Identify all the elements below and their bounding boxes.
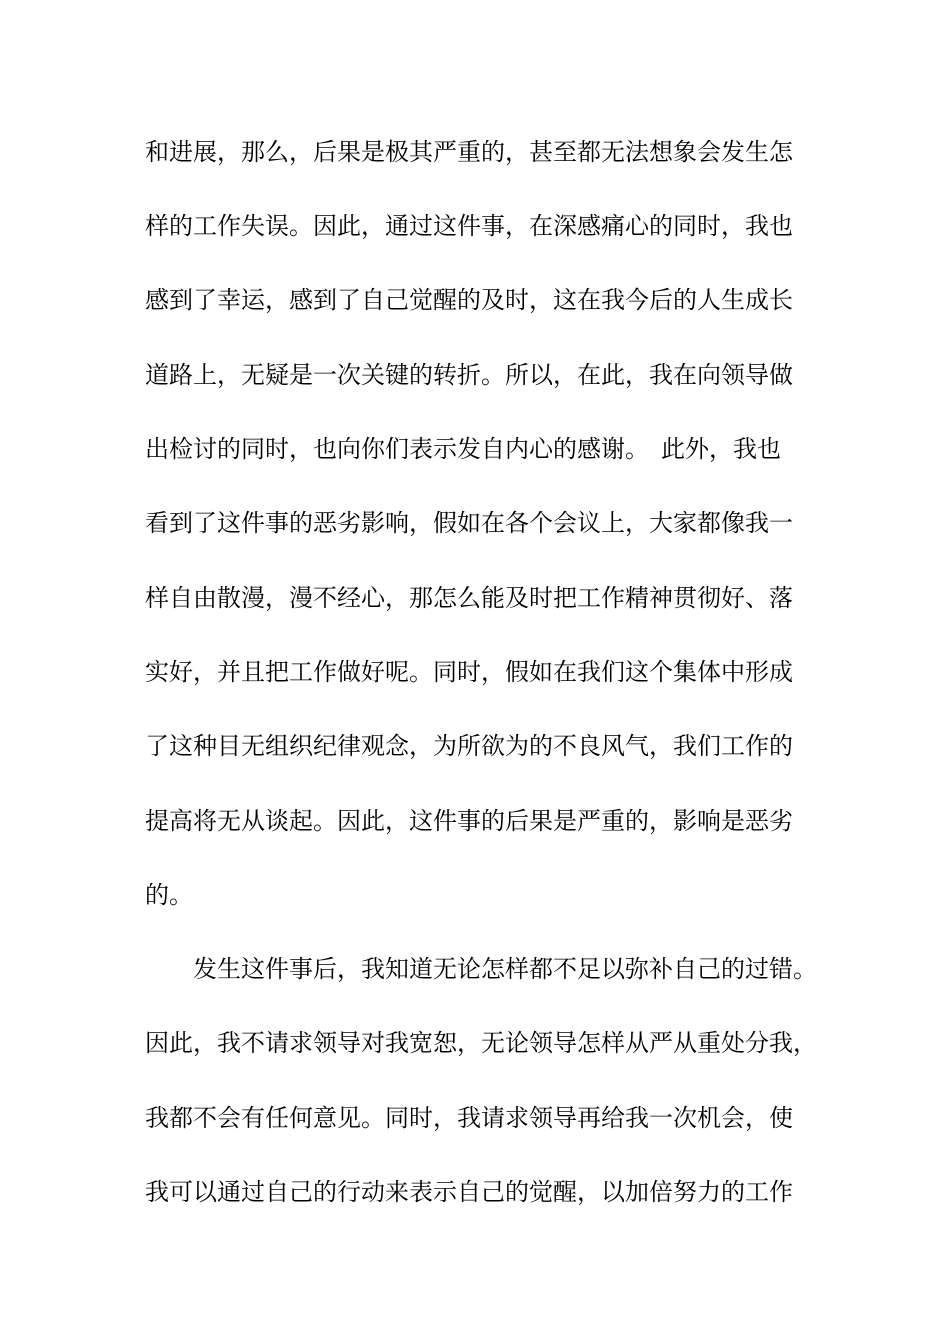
text-line-9: 了这种目无组织纪律观念，为所欲为的不良风气，我们工作的 xyxy=(145,732,793,760)
paragraph-start-line: 发生这件事后，我知道无论怎样都不足以弥补自己的过错。 xyxy=(193,955,817,983)
text-line-5: 出检讨的同时，也向你们表示发自内心的感谢。 此外，我也 xyxy=(145,435,781,463)
text-line-3: 感到了幸运，感到了自己觉醒的及时，这在我今后的人生成长 xyxy=(145,286,793,314)
text-line-13: 因此，我不请求领导对我宽恕，无论领导怎样从严从重处分我， xyxy=(145,1029,817,1057)
text-line-8: 实好，并且把工作做好呢。同时，假如在我们这个集体中形成 xyxy=(145,658,793,686)
text-line-1: 和进展，那么，后果是极其严重的，甚至都无法想象会发生怎 xyxy=(145,138,793,166)
text-line-2: 样的工作失误。因此，通过这件事，在深感痛心的同时，我也 xyxy=(145,212,793,240)
text-line-10: 提高将无从谈起。因此，这件事的后果是严重的，影响是恶劣 xyxy=(145,807,793,835)
text-line-7: 样自由散漫，漫不经心，那怎么能及时把工作精神贯彻好、落 xyxy=(145,584,793,612)
text-line-15: 我可以通过自己的行动来表示自己的觉醒，以加倍努力的工作 xyxy=(145,1178,793,1206)
text-line-11: 的。 xyxy=(145,881,193,909)
text-line-6: 看到了这件事的恶劣影响，假如在各个会议上，大家都像我一 xyxy=(145,509,793,537)
text-line-14: 我都不会有任何意见。同时，我请求领导再给我一次机会，使 xyxy=(145,1104,793,1132)
text-line-4: 道路上，无疑是一次关键的转折。所以，在此，我在向领导做 xyxy=(145,361,793,389)
